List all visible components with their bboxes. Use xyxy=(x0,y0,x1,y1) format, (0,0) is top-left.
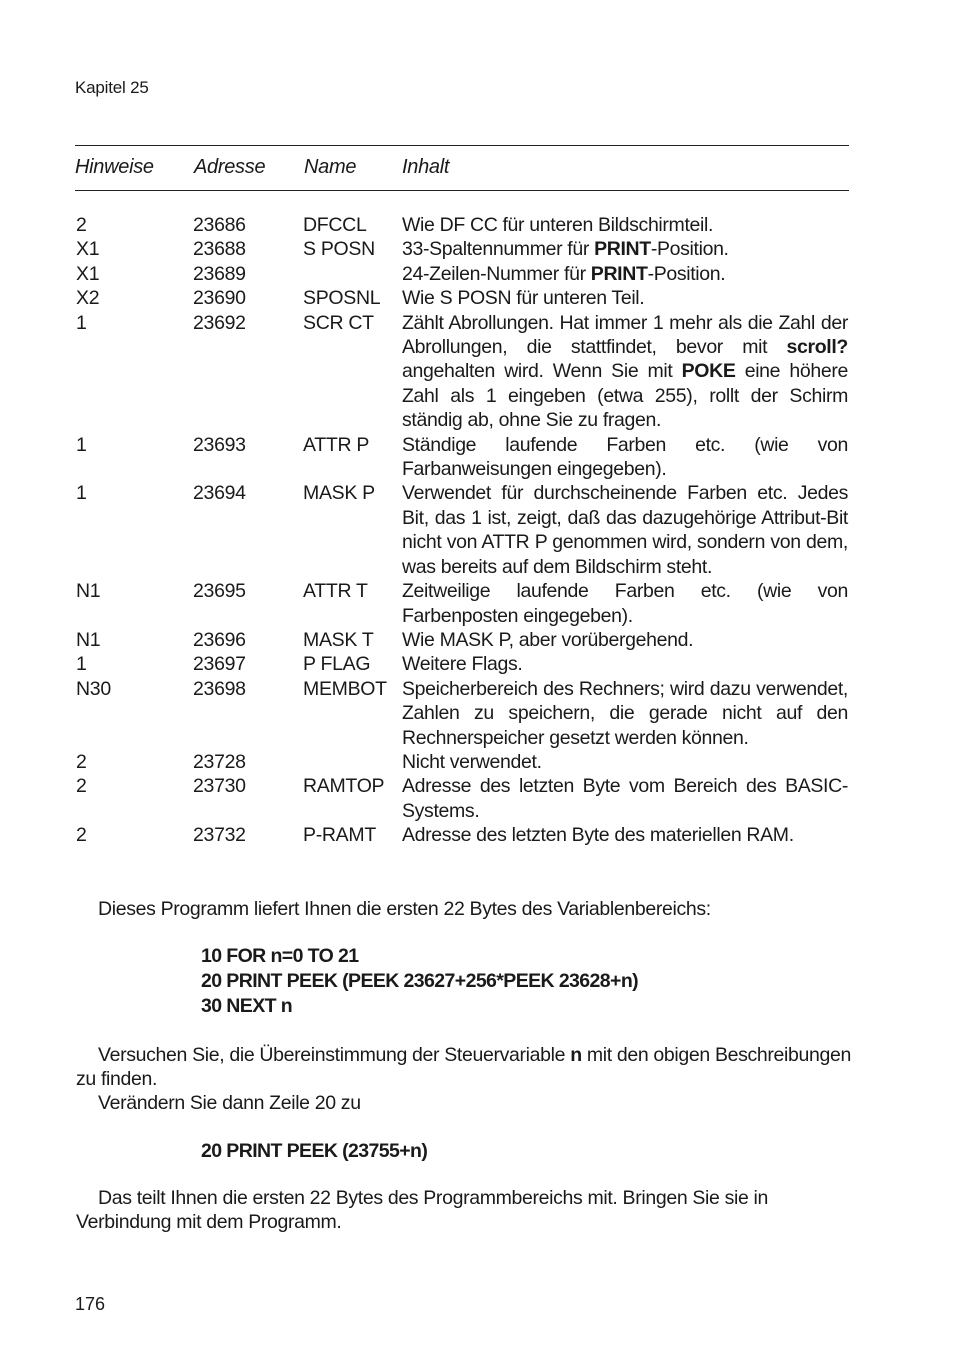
row-hint: 1 xyxy=(76,433,87,456)
row-name: DFCCL xyxy=(303,214,367,236)
row-name: MASK P xyxy=(303,482,375,505)
table-top-rule xyxy=(75,145,849,146)
table-row xyxy=(0,286,970,310)
row-hint: 1 xyxy=(76,311,87,334)
system-variables-table xyxy=(0,213,970,848)
row-hint: X2 xyxy=(76,287,100,310)
program-line-modified: 20 PRINT PEEK (23755+n) xyxy=(201,1140,428,1162)
row-hint: X1 xyxy=(76,238,100,261)
row-content: Wie S POSN für unteren Teil. xyxy=(402,287,645,310)
row-address: 23728 xyxy=(193,750,246,773)
chapter-header: Kapitel 25 xyxy=(75,78,149,97)
row-content: Verwendet für durchscheinende Farben etc. Jedes Bit, das 1 ist, zeigt, daß das dazugehörige Attribut-Bit nicht von ATTR P genommen wird, sondern von dem, was bereits auf dem Bildschirm steht. xyxy=(402,482,848,578)
row-content: Adresse des letzten Byte des materiellen RAM. xyxy=(402,824,794,847)
table-row xyxy=(0,481,970,579)
row-hint: 2 xyxy=(76,775,87,798)
row-address: 23698 xyxy=(193,677,246,700)
column-header-address: Adresse xyxy=(194,156,266,178)
column-header-hints: Hinweise xyxy=(75,156,154,178)
row-hint: 2 xyxy=(76,214,87,236)
outro-paragraph: Das teilt Ihnen die ersten 22 Bytes des Programmbereichs mit. Bringen Sie sie in Verbindung mit dem Programm. xyxy=(76,1187,769,1234)
program-line: 30 NEXT n xyxy=(201,995,293,1017)
row-hint: N30 xyxy=(76,677,111,700)
row-name: ATTR T xyxy=(303,580,368,603)
table-row xyxy=(0,823,970,847)
row-name: MASK T xyxy=(303,628,374,651)
row-address: 23688 xyxy=(193,238,246,261)
row-hint: 2 xyxy=(76,824,87,847)
table-row xyxy=(0,652,970,676)
row-content: Speicherbereich des Rechners; wird dazu verwendet, Zahlen zu speichern, die gerade nicht auf den Rechnerspeicher gesetzt werden können. xyxy=(402,677,848,749)
row-name: P-RAMT xyxy=(303,824,376,847)
table-row xyxy=(0,677,970,750)
row-content: 33-Spaltennummer für PRINT-Position. xyxy=(402,238,729,261)
row-content: Wie DF CC für unteren Bildschirmteil. xyxy=(402,214,714,236)
column-header-content: Inhalt xyxy=(402,156,450,178)
table-row xyxy=(0,262,970,286)
row-hint: X1 xyxy=(76,262,100,285)
row-address: 23697 xyxy=(193,653,246,676)
table-row xyxy=(0,628,970,652)
program-line: 10 FOR n=0 TO 21 xyxy=(201,945,359,967)
row-content: Nicht verwendet. xyxy=(402,750,542,773)
row-hint: N1 xyxy=(76,628,101,651)
row-address: 23696 xyxy=(193,628,246,651)
row-content: Wie MASK P, aber vorübergehend. xyxy=(402,628,694,651)
row-content: 24-Zeilen-Nummer für PRINT-Position. xyxy=(402,262,726,285)
row-name: S POSN xyxy=(303,238,375,261)
program-line: 20 PRINT PEEK (PEEK 23627+256*PEEK 23628+n) xyxy=(201,970,639,992)
change-instruction: Verändern Sie dann Zeile 20 zu xyxy=(98,1092,361,1114)
row-address: 23732 xyxy=(193,824,246,847)
row-name: SCR CT xyxy=(303,311,374,334)
row-content: Adresse des letzten Byte vom Bereich des BASIC-Systems. xyxy=(402,775,848,822)
program-listing xyxy=(201,944,638,1019)
row-content: Zählt Abrollungen. Hat immer 1 mehr als die Zahl der Abrollungen, die stattfindet, bevor mit scroll? angehalten wird. Wenn Sie mit POKE eine höhere Zahl als 1 eingeben (etwa 255), rollt der Schirm ständig ab, ohne Sie zu fragen. xyxy=(402,311,848,432)
row-address: 23693 xyxy=(193,433,246,456)
table-row xyxy=(0,311,970,433)
row-address: 23694 xyxy=(193,482,246,505)
table-row xyxy=(0,433,970,482)
column-header-name: Name xyxy=(304,156,357,178)
instruction-paragraph: Versuchen Sie, die Übereinstimmung der Steuervariable n mit den obigen Beschreibungen zu finden. xyxy=(76,1044,851,1091)
row-address: 23695 xyxy=(193,580,246,603)
row-address: 23686 xyxy=(193,214,246,236)
table-row xyxy=(0,774,970,823)
row-name: SPOSNL xyxy=(303,287,381,310)
row-address: 23730 xyxy=(193,775,246,798)
row-name: MEMBOT xyxy=(303,677,387,700)
row-address: 23692 xyxy=(193,311,246,334)
row-content: Ständige laufende Farben etc. (wie von Farbanweisungen eingegeben). xyxy=(402,433,848,481)
table-row xyxy=(0,237,970,261)
row-name: P FLAG xyxy=(303,653,371,676)
table-row xyxy=(0,213,970,237)
row-name: RAMTOP xyxy=(303,775,385,798)
row-address: 23690 xyxy=(193,287,246,310)
row-hint: N1 xyxy=(76,580,101,603)
row-content: Zeitweilige laufende Farben etc. (wie von Farbenposten eingegeben). xyxy=(402,580,848,627)
page-number: 176 xyxy=(75,1294,106,1314)
row-hint: 2 xyxy=(76,750,87,773)
row-content: Weitere Flags. xyxy=(402,653,523,676)
table-header-rule xyxy=(75,190,849,191)
program-intro: Dieses Programm liefert Ihnen die ersten 22 Bytes des Variablenbereichs: xyxy=(98,898,711,920)
row-hint: 1 xyxy=(76,653,87,676)
row-address: 23689 xyxy=(193,262,246,285)
table-row xyxy=(0,750,970,774)
table-row xyxy=(0,579,970,628)
row-name: ATTR P xyxy=(303,433,370,456)
row-hint: 1 xyxy=(76,482,87,505)
